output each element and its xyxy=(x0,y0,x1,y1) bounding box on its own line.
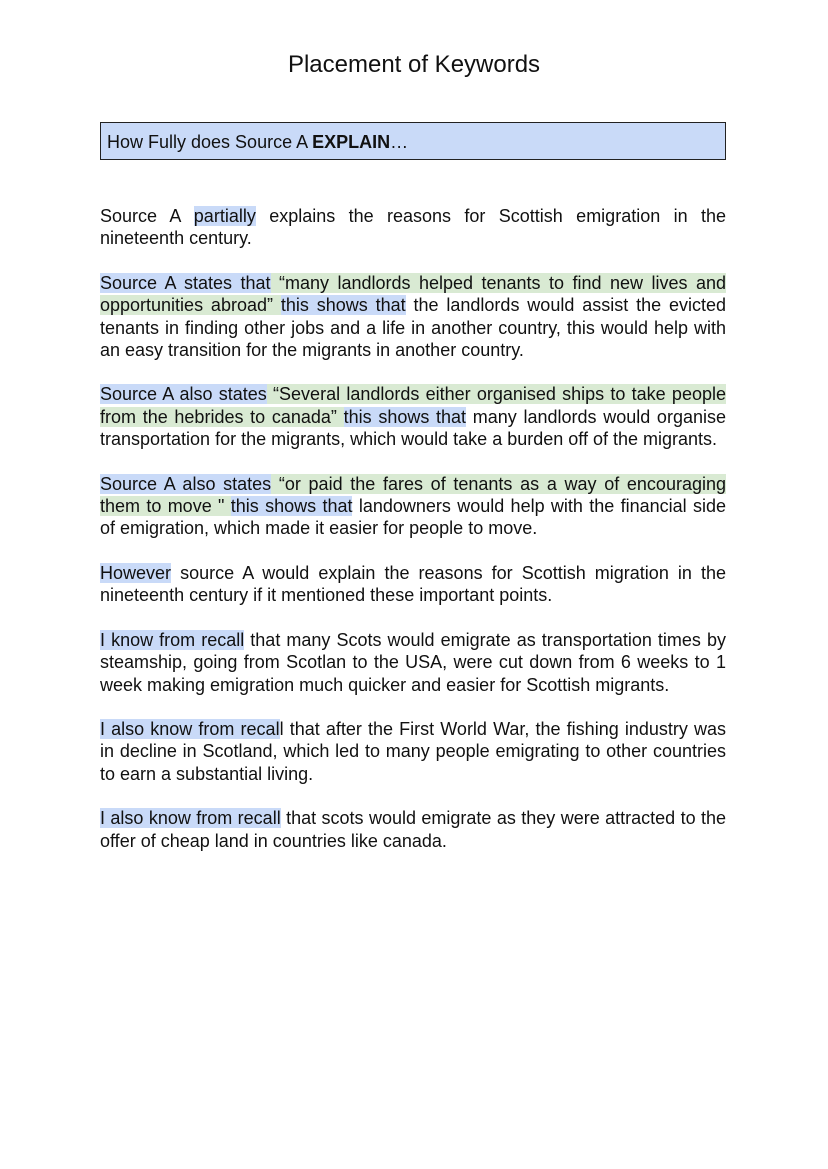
keyword-highlight: this shows that xyxy=(280,295,406,316)
heading-bold-keyword: EXPLAIN xyxy=(312,132,391,152)
keyword-highlight: this shows that xyxy=(230,496,353,517)
paragraph-text: that scots would emigrate as they were attracted to the offer of cheap land in countries like canada. xyxy=(100,808,727,851)
paragraph-text: source A would explain the reasons for Scottish migration in the nineteenth century if it mentioned these important points. xyxy=(100,562,726,606)
question-heading-box xyxy=(100,122,726,160)
paragraph-text: the landlords would assist the evicted tenants in finding other jobs and a life in another country, this would help with an easy transition for the migrants in another country. xyxy=(100,295,726,361)
keyword-highlight: I also know from recall xyxy=(100,808,281,829)
quote-highlight: “many landlords helped tenants to find new lives and opportunities abroad” xyxy=(100,272,726,316)
keyword-highlight: partially xyxy=(193,206,256,226)
paragraph-text: Source A xyxy=(100,206,194,226)
paragraph xyxy=(100,807,726,852)
heading-prefix: How Fully does Source A xyxy=(107,132,313,152)
keyword-highlight: this shows that xyxy=(343,406,467,427)
paragraph xyxy=(100,562,726,607)
heading-suffix: … xyxy=(390,132,409,152)
paragraph xyxy=(100,629,726,696)
paragraph-text: explains the reasons for Scottish emigration in the nineteenth century. xyxy=(100,206,726,249)
paragraph-text: that many Scots would emigrate as transportation times by steamship, going from Scotlan to the USA, were cut down from 6 weeks to 1 week making emigration much quicker and easier for Scottish migrants. xyxy=(100,629,727,695)
paragraph xyxy=(100,383,726,450)
paragraph xyxy=(100,272,726,362)
paragraph xyxy=(100,205,726,250)
quote-highlight: “or paid the fares of tenants as a way of encouraging them to move " xyxy=(100,473,726,517)
page-title: Placement of Keywords xyxy=(287,51,541,78)
keyword-highlight: Source A also states xyxy=(100,384,267,405)
keyword-highlight: I also know from recal xyxy=(100,718,280,739)
paragraph-text: landowners would help with the financial side of emigration, which made it easier for people to move. xyxy=(100,496,727,539)
keyword-highlight: Source A states that xyxy=(100,272,271,293)
paragraph xyxy=(100,718,726,785)
document-body xyxy=(100,205,726,874)
quote-highlight: “Several landlords either organised ships to take people from the hebrides to canada” xyxy=(100,384,726,427)
paragraph xyxy=(100,473,726,540)
paragraph-text: many landlords would organise transportation for the migrants, which would take a burden off of the migrants. xyxy=(100,406,726,450)
paragraph-text: l that after the First World War, the fishing industry was in decline in Scotland, which led to many people emigrating to other countries to earn a substantial living. xyxy=(100,718,727,784)
keyword-highlight: Source A also states xyxy=(100,473,272,494)
keyword-highlight: I know from recall xyxy=(100,629,245,650)
keyword-highlight: However xyxy=(100,562,172,583)
